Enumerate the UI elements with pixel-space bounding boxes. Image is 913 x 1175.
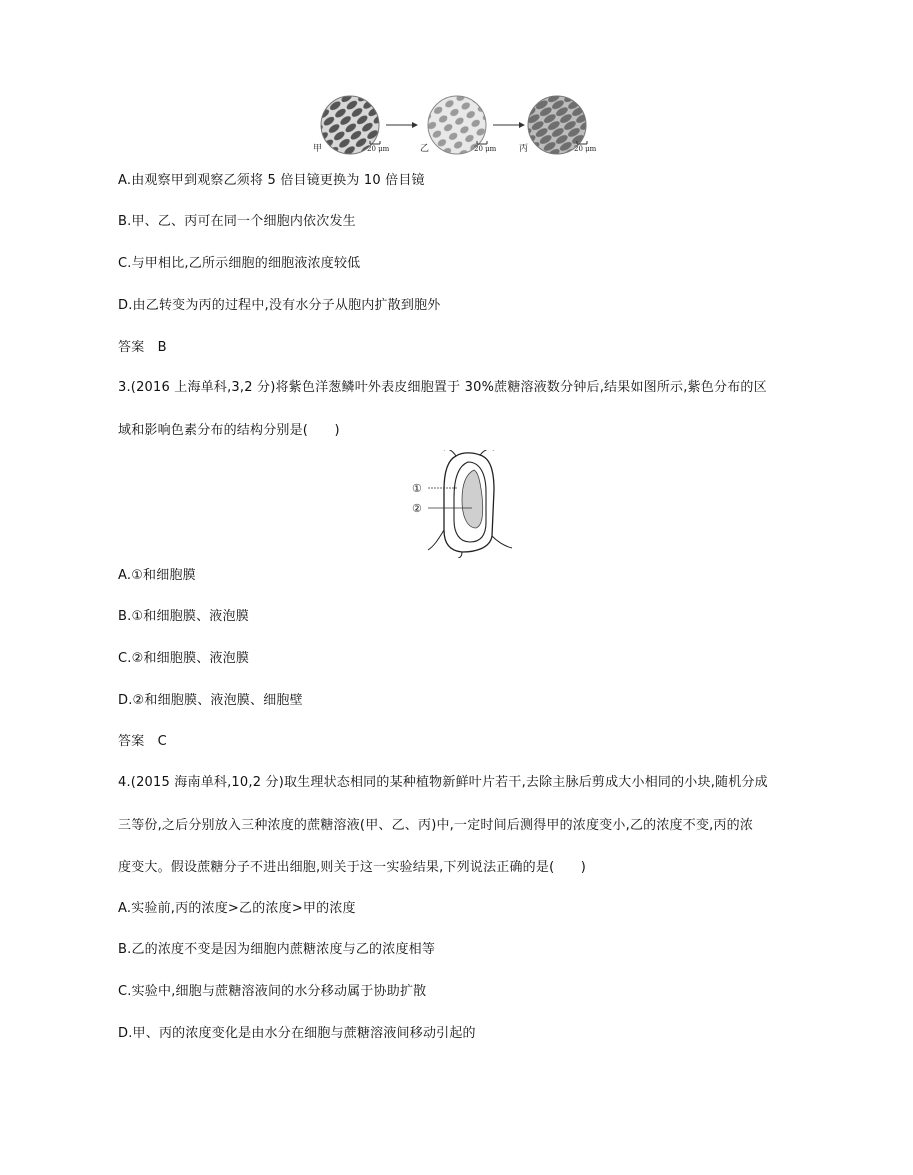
scale-label: 20 μm: [474, 145, 497, 153]
q2-option-d: D.由乙转变为丙的过程中,没有水分子从胞内扩散到胞外: [118, 298, 441, 313]
q3-option-d: D.②和细胞膜、液泡膜、细胞壁: [118, 693, 303, 708]
micrograph-figure: [300, 92, 610, 158]
scale-label: 20 μm: [367, 145, 390, 153]
figure-label-bing: 丙: [519, 144, 529, 154]
figure-label-yi: 乙: [420, 144, 430, 154]
onion-cell-figure: [408, 450, 518, 558]
figure-label-1: ①: [412, 482, 422, 495]
q4-stem-line-2: 三等份,之后分别放入三种浓度的蔗糖溶液(甲、乙、丙)中,一定时间后测得甲的浓度变小,乙的浓度不变,丙的浓: [118, 818, 754, 833]
q4-option-a: A.实验前,丙的浓度>乙的浓度>甲的浓度: [118, 901, 356, 916]
q4-option-c: C.实验中,细胞与蔗糖溶液间的水分移动属于协助扩散: [118, 984, 427, 999]
q3-option-b: B.①和细胞膜、液泡膜: [118, 609, 249, 624]
q4-stem-line-3: 度变大。假设蔗糖分子不进出细胞,则关于这一实验结果,下列说法正确的是( ): [118, 860, 587, 875]
q2-option-a: A.由观察甲到观察乙须将 5 倍目镜更换为 10 倍目镜: [118, 173, 425, 188]
q3-answer: 答案 C: [118, 734, 167, 749]
scale-label: 20 μm: [574, 145, 597, 153]
q2-option-c: C.与甲相比,乙所示细胞的细胞液浓度较低: [118, 256, 361, 271]
q4-stem-line-1: 4.(2015 海南单科,10,2 分)取生理状态相同的某种植物新鲜叶片若干,去除主脉后剪成大小相同的小块,随机分成: [118, 775, 768, 790]
q4-option-b: B.乙的浓度不变是因为细胞内蔗糖浓度与乙的浓度相等: [118, 942, 436, 957]
q4-option-d: D.甲、丙的浓度变化是由水分在细胞与蔗糖溶液间移动引起的: [118, 1026, 476, 1041]
q2-answer: 答案 B: [118, 340, 167, 355]
q3-stem-line-2: 域和影响色素分布的结构分别是( ): [118, 423, 340, 438]
q2-option-b: B.甲、乙、丙可在同一个细胞内依次发生: [118, 214, 356, 229]
q3-option-c: C.②和细胞膜、液泡膜: [118, 651, 250, 666]
figure-label-2: ②: [412, 502, 422, 515]
q3-stem-line-1: 3.(2016 上海单科,3,2 分)将紫色洋葱鳞叶外表皮细胞置于 30%蔗糖溶液数分钟后,结果如图所示,紫色分布的区: [118, 380, 767, 395]
q3-option-a: A.①和细胞膜: [118, 568, 196, 583]
arrow-1: [386, 122, 418, 128]
figure-label-jia: 甲: [313, 144, 323, 154]
arrow-2: [493, 122, 525, 128]
